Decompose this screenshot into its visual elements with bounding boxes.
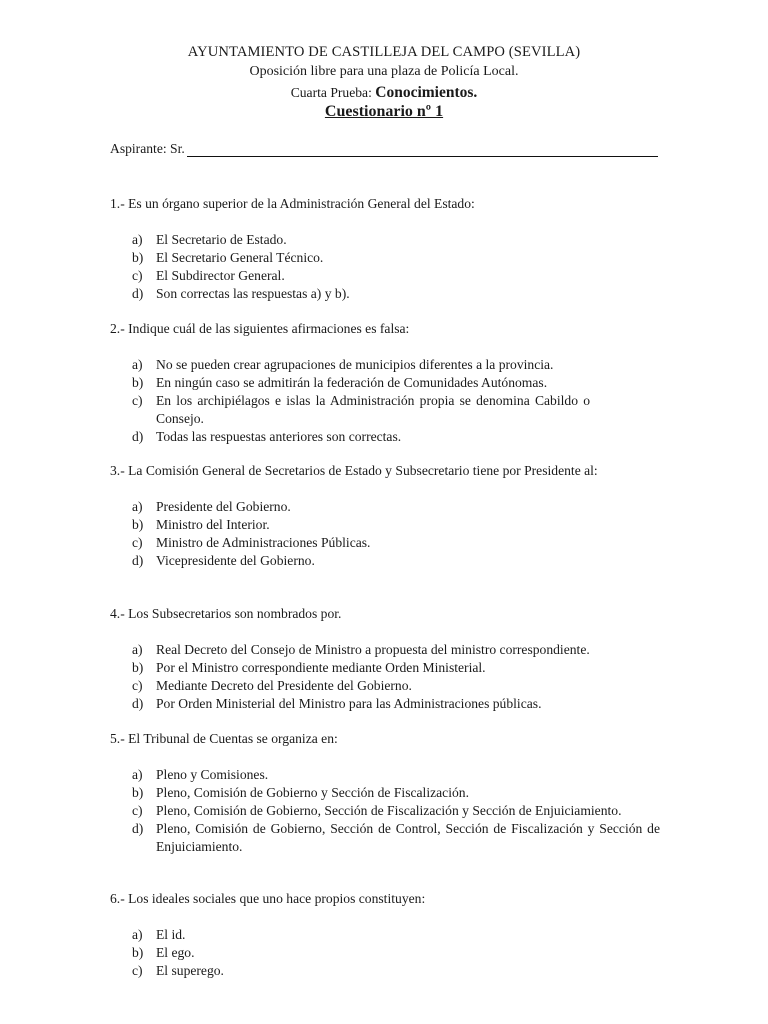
- option: [110, 962, 660, 980]
- option-text: Son correctas las respuestas a) y b).: [156, 286, 350, 301]
- option: [110, 926, 660, 944]
- option-letter: d): [132, 286, 144, 301]
- option-text: El ego.: [156, 945, 195, 960]
- option: [110, 267, 660, 285]
- option-letter: d): [132, 429, 144, 444]
- option-text: Real Decreto del Consejo de Ministro a propuesta del ministro correspondiente.: [156, 642, 590, 657]
- option-letter: b): [132, 945, 144, 960]
- option-text: Ministro del Interior.: [156, 517, 270, 532]
- question-5: [110, 730, 660, 856]
- option-letter: c): [132, 535, 143, 550]
- option: [110, 766, 660, 784]
- option-letter: a): [132, 499, 143, 514]
- option-letter: b): [132, 660, 144, 675]
- question-text: 1.- Es un órgano superior de la Administración General del Estado:: [110, 196, 475, 211]
- question-text: 6.- Los ideales sociales que uno hace propios constituyen:: [110, 891, 426, 906]
- option: [110, 677, 660, 695]
- question-text: 3.- La Comisión General de Secretarios de Estado y Subsecretario tiene por Presidente al:: [110, 463, 598, 478]
- option-letter: b): [132, 250, 144, 265]
- question-text: 5.- El Tribunal de Cuentas se organiza en:: [110, 731, 338, 746]
- option-text: Presidente del Gobierno.: [156, 499, 291, 514]
- option-letter: c): [132, 803, 143, 818]
- option-text: El Secretario de Estado.: [156, 232, 287, 247]
- exam-subtitle: Oposición libre para una plaza de Policía Local.: [249, 64, 519, 79]
- option-text: No se pueden crear agrupaciones de municipios diferentes a la provincia.: [156, 357, 554, 372]
- option-letter: d): [132, 696, 144, 711]
- option: [110, 231, 660, 249]
- option-letter: a): [132, 357, 143, 372]
- option-letter: a): [132, 927, 143, 942]
- option-letter: d): [132, 553, 144, 568]
- questionnaire-title: Cuestionario nº 1: [324, 103, 444, 120]
- option-text: Vicepresidente del Gobierno.: [156, 553, 315, 568]
- question-4: [110, 605, 660, 713]
- option-text: En los archipiélagos e islas la Administración propia se denomina Cabildo o Consejo.: [156, 393, 590, 426]
- option: [110, 498, 660, 516]
- option: [110, 356, 660, 374]
- applicant-name-line[interactable]: [187, 142, 658, 157]
- option-letter: b): [132, 517, 144, 532]
- option-letter: d): [132, 821, 144, 836]
- option-text: Por Orden Ministerial del Ministro para las Administraciones públicas.: [156, 696, 542, 711]
- option: [110, 820, 660, 856]
- option: [110, 641, 660, 659]
- option: [110, 516, 660, 534]
- option-letter: a): [132, 767, 143, 782]
- test-prefix: Cuarta Prueba:: [290, 85, 372, 100]
- option-text: Pleno, Comisión de Gobierno, Sección de Control, Sección de Fiscalización y Sección de Enjuiciamiento.: [156, 821, 660, 854]
- option-text: Ministro de Administraciones Públicas.: [156, 535, 371, 550]
- option: [110, 944, 660, 962]
- option-text: Pleno y Comisiones.: [156, 767, 269, 782]
- options-list: [110, 641, 660, 713]
- option-letter: b): [132, 785, 144, 800]
- option-letter: c): [132, 393, 143, 408]
- option: [110, 695, 660, 713]
- option-text: El Secretario General Técnico.: [156, 250, 324, 265]
- question-text: 4.- Los Subsecretarios son nombrados por.: [110, 606, 342, 621]
- option: [110, 802, 660, 820]
- options-list: [110, 356, 660, 446]
- option: [110, 285, 660, 303]
- question-3: [110, 462, 660, 570]
- option-text: Todas las respuestas anteriores son correctas.: [156, 429, 402, 444]
- options-list: [110, 766, 660, 856]
- option: [110, 392, 660, 428]
- exam-test-line: [0, 84, 768, 102]
- question-2: [110, 320, 660, 446]
- question-text: 2.- Indique cuál de las siguientes afirmaciones es falsa:: [110, 321, 410, 336]
- applicant-label: Aspirante: Sr.: [110, 141, 185, 156]
- options-list: [110, 231, 660, 303]
- option: [110, 784, 660, 802]
- question-1: [110, 195, 660, 303]
- option-text: Pleno, Comisión de Gobierno, Sección de Fiscalización y Sección de Enjuiciamiento.: [156, 803, 622, 818]
- option-letter: b): [132, 375, 144, 390]
- option-text: El id.: [156, 927, 186, 942]
- test-name: Conocimientos.: [375, 84, 478, 101]
- option-letter: c): [132, 963, 143, 978]
- option-text: Pleno, Comisión de Gobierno y Sección de Fiscalización.: [156, 785, 469, 800]
- option-text: El superego.: [156, 963, 224, 978]
- question-6: [110, 890, 660, 980]
- option: [110, 249, 660, 267]
- institution-title: AYUNTAMIENTO DE CASTILLEJA DEL CAMPO (SEVILLA): [187, 44, 581, 60]
- applicant-field[interactable]: [110, 141, 658, 157]
- option-text: El Subdirector General.: [156, 268, 285, 283]
- option: [110, 374, 660, 392]
- option-letter: c): [132, 268, 143, 283]
- option: [110, 534, 660, 552]
- option: [110, 428, 660, 446]
- option-letter: c): [132, 678, 143, 693]
- options-list: [110, 498, 660, 570]
- option-letter: a): [132, 232, 143, 247]
- option-letter: a): [132, 642, 143, 657]
- option: [110, 659, 660, 677]
- option-text: Mediante Decreto del Presidente del Gobierno.: [156, 678, 412, 693]
- options-list: [110, 926, 660, 980]
- option: [110, 552, 660, 570]
- option-text: Por el Ministro correspondiente mediante Orden Ministerial.: [156, 660, 486, 675]
- option-text: En ningún caso se admitirán la federación de Comunidades Autónomas.: [156, 375, 548, 390]
